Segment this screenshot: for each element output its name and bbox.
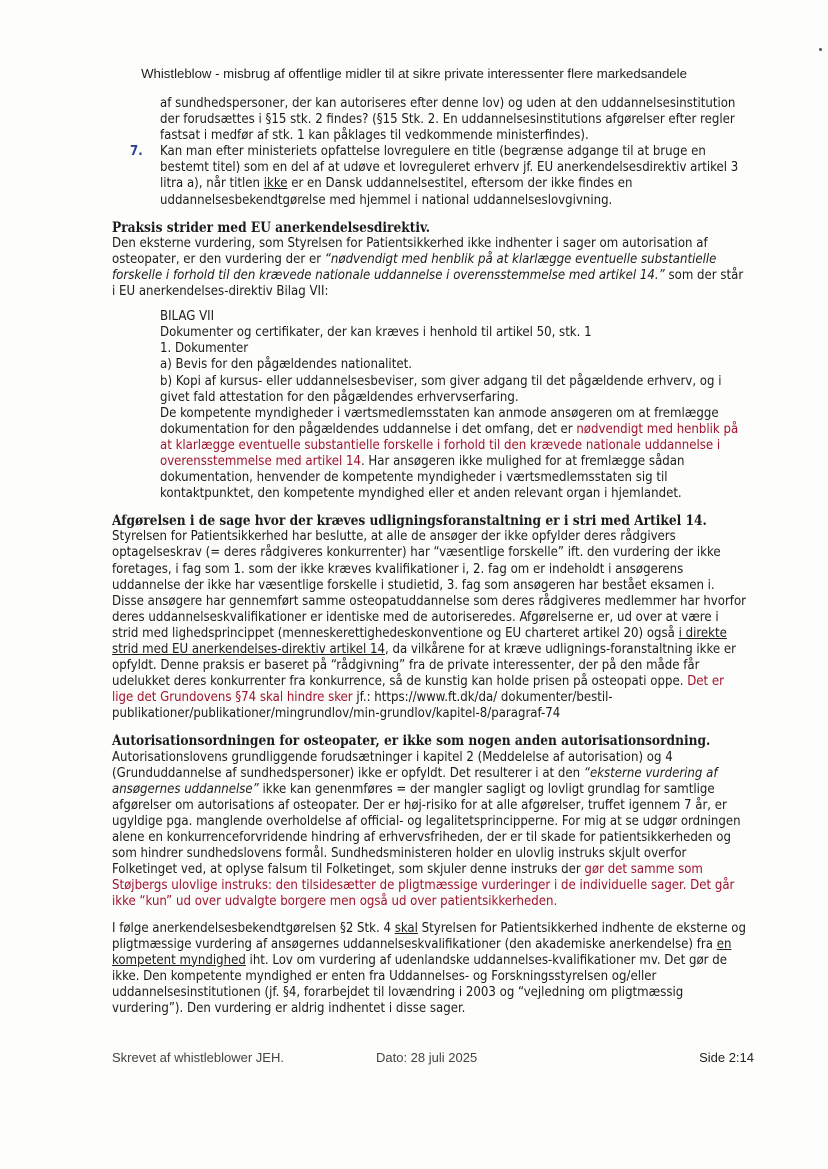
paragraph-praksis: Den eksterne vurdering, som Styrelsen for Patientsikkerhed ikke indhenter i sager om autorisation af osteopater, er den vurdering der er “nødvendigt med henblik på at klarlægge eventuelle substantielle forskelle i forhold til den krævede nationale uddannelse i overensstemmelse med artikel 14.” som der står i EU anerkendelses-direktiv Bilag VII:	[112, 235, 744, 300]
section-heading-afgoerelsen: Afgørelsen i de sage hvor der kræves udligningsforanstaltning er i stri med Artikel 14.	[112, 513, 707, 530]
page-body	[112, 96, 748, 1017]
paragraph-afgoerelsen: Styrelsen for Patientsikkerhed har beslutte, at alle de ansøger der ikke opfylder deres rådgivers optagelseskrav (= deres rådgiveres konkurrenter) har “væsentlige forskelle” ift. den vurdering der ikke foretages, i fag som 1. som der ikke kræves kvalifikationer i, 2. fag om er indeholdt i ansøgerens uddannelse der ikke har væsentlige forskelle i studietid, 3. fag som ansøgeren har bestået eksamen i. Disse ansøgere har gennemført samme osteopatuddannelse som deres rådgiveres medlemmer har hvorfor deres uddannelseskvalifikationer er identiske med de autoriseredes. Afgørelserne er, ud over at være i strid med lighedsprincippet (menneskerettighedeskonventione og EU charteret artikel 20) også i direkte strid med EU anerkendelses-direktiv artikel 14, da vilkårene for at kræve udlignings-foranstaltning ikke er opfyldt. Denne praksis er baseret på “rådgivning” fra de private interessenter, der på den måde får udelukket deres konkurrenter fra konkurrence, så de kunstig kan holde prisen på osteopati oppe. Det er lige det Grundovens §74 skal hindre sker jf.: https://www.ft.dk/da/ dokumenter/bestil-publikationer/publikationer/mingrundlov/min-grundlov/kapitel-8/paragraf-74	[112, 529, 746, 722]
section-heading-praksis: Praksis strider med EU anerkendelsesdirektiv.	[112, 219, 431, 236]
annex-line: Dokumenter og certifikater, der kan kræves i henhold til artikel 50, stk. 1	[160, 325, 592, 341]
list-item-7: 7. Kan man efter ministeriets opfattelse lovregulere en title (begrænse adgange til at bruge en bestemt titel) som en del af at udøve et lovreguleret erhverv jf. EU anerkendelsesdirektiv artikel 3 litra a), når titlen ikke er en Dansk uddannelsestitel, eftersom der ikke findes en uddannelsesbekendtgørelse med hjemmel i national uddannelseslovgivning.	[130, 144, 739, 208]
list-item-continuation: af sundhedspersoner, der kan autoriseres efter denne lov) og uden at den uddannelsesinstitution der forudsættes i §15 stk. 2 findes? (§15 Stk. 2. En uddannelsesinstitutions afgørelser efter regler fastsat i medfør af stk. 1 kan påklages til vedkommende ministerfindes).	[160, 96, 736, 144]
footer-date: Dato: 28 juli 2025	[376, 1050, 478, 1065]
annex-title: BILAG VII	[160, 309, 215, 325]
highlight-red: nødvendigt med henblik på at klarlægge eventuelle substantielle forskelle i forhold til den krævede nationale uddannelse i overensstemmelse med artikel 14	[160, 421, 739, 469]
footer-author: Skrevet af whistleblower JEH.	[112, 1050, 284, 1065]
list-number: 7.	[130, 144, 143, 160]
annex-line: a) Bevis for den pågældendes nationalitet.	[160, 357, 412, 373]
quoted-annex	[112, 309, 748, 502]
section-heading-autorisation: Autorisationsordningen for osteopater, er ikke som nogen anden autorisationsordning.	[112, 733, 711, 750]
annex-line: b) Kopi af kursus- eller uddannelsesbeviser, som giver adgang til det pågældende erhverv, og i givet fald attestation for den pågældendes erhvervserfaring.	[160, 373, 722, 405]
scan-speck	[819, 48, 822, 51]
paragraph-autorisation: Autorisationslovens grundliggende forudsætninger i kapitel 2 (Meddelelse af autorisation) og 4 (Grunduddannelse af sundhedspersoner) ikke er opfyldt. Det resulterer i at den “eksterne vurdering af ansøgernes uddannelse” ikke kan genenmføres = der mangler sagligt og lovligt grundlag for samtlige afgørelser om autorisations af osteopater. Der er høj-risiko for at alle afgørelser, truffet igennem 7 år, er ugyldige pga. manglende overholdelse af official- og legalitetsprincipperne. For mig at se udgør ordningen alene en konkurrenceforvridende hindring af erhvervsfriheden, der er til skade for patientsikkerheden og som hindrer sundhedslovens formål. Sundhedsministeren holder en ulovlig instruks skjult overfor Folketinget ved, at oplyse falsum til Folketinget, som skjuler denne instruks der gør det samme som Støjbergs ulovlige instruks: den tilsidesætter de pligtmæssige vurderinger i de individuelle sager. Det går ikke “kun” ud over udvalgte borgere men også ud over patientsikkerheden.	[112, 749, 741, 910]
highlight-red: Det er lige det Grundovens §74 skal hindre sker	[112, 674, 724, 706]
paragraph-anerkendelse: I følge anerkendelsesbekendtgørelsen §2 Stk. 4 skal Styrelsen for Patientsikkerhed indhente de eksterne og pligtmæssige vurdering af ansøgernes uddannelseskvalifikationer (den akademiske anerkendelse) fra en kompetent myndighed iht. Lov om vurdering af udenlandske uddannelses-kvalifikationer mv. Det gør de ikke. Den kompetente myndighed er enten fra Uddannelses- og Forskningsstyrelsen og/eller uddannelsesinstitutionen (jf. §4, forarbejdet til lovændring i 2003 og “vejledning om pligtmæssig vurdering”). Den vurdering er aldrig indhentet i disse sager.	[112, 920, 746, 1016]
annex-line: 1. Dokumenter	[160, 341, 249, 357]
highlight-red: gør det samme som Støjbergs ulovlige instruks: den tilsidesætter de pligtmæssige vurderinger i de individuelle sager. Det går ikke “kun” ud over udvalgte borgere men også ud over patientsikkerheden.	[112, 862, 735, 910]
annex-paragraph: De kompetente myndigheder i værtsmedlemsstaten kan anmode ansøgeren om at fremlægge dokumentation for den pågældendes uddannelse i det omfang, det er nødvendigt med henblik på at klarlægge eventuelle substantielle forskelle i forhold til den krævede nationale uddannelse i overensstemmelse med artikel 14. Har ansøgeren ikke mulighed for at fremlægge sådan dokumentation, henvender de kompetente myndigheder i værtsmedlemsstaten sig til kontaktpunktet, den kompetente myndighed eller et anden relevant organ i hjemlandet.	[160, 405, 739, 502]
footer-page-number: Side 2:14	[699, 1050, 754, 1065]
page-header: Whistleblow - misbrug af offentlige midler til at sikre private interessenter flere markedsandele	[141, 66, 687, 81]
